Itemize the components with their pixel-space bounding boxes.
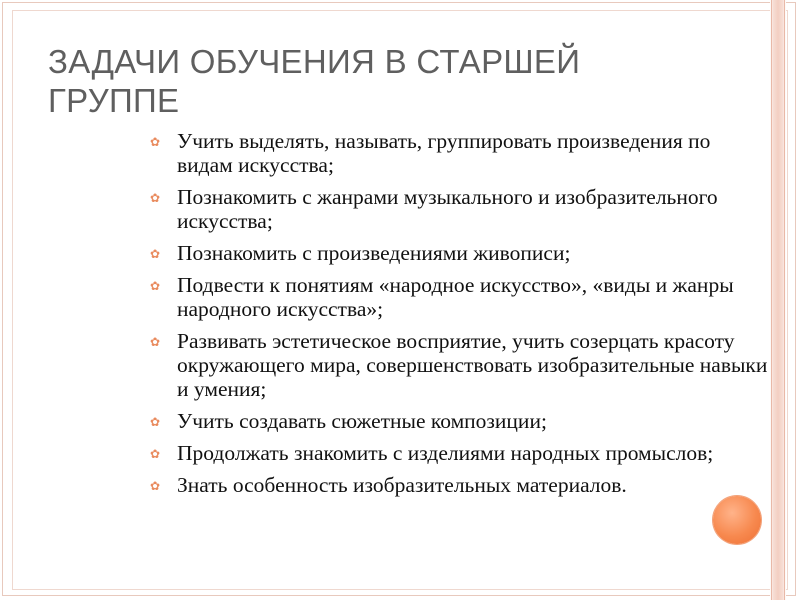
list-item-text: Познакомить с произведениями живописи; (177, 241, 571, 265)
list-item (150, 241, 770, 265)
list-item-text: Учить создавать сюжетные композиции; (177, 409, 547, 433)
list-item-text: Знать особенность изобразительных материалов. (177, 473, 627, 497)
flower-bullet-icon: ✿ (150, 415, 161, 429)
list-item (150, 273, 770, 321)
decorative-side-band (770, 0, 786, 600)
band-line-left (771, 0, 772, 600)
flower-bullet-icon: ✿ (150, 447, 161, 461)
list-item (150, 473, 770, 497)
list-item-text: Учить выделять, называть, группировать произведения по видам искусства; (177, 129, 711, 177)
band-line-right (784, 0, 785, 600)
flower-bullet-icon: ✿ (150, 247, 161, 261)
list-item-text: Продолжать знакомить с изделиями народных промыслов; (177, 441, 714, 465)
list-item (150, 129, 770, 177)
flower-bullet-icon: ✿ (150, 135, 161, 149)
flower-bullet-icon: ✿ (150, 279, 161, 293)
list-item-text: Подвести к понятиям «народное искусство», «виды и жанры народного искусства»; (177, 273, 734, 321)
list-item (150, 409, 770, 433)
list-item-text: Познакомить с жанрами музыкального и изобразительного искусства; (177, 185, 718, 233)
flower-bullet-icon: ✿ (150, 335, 161, 349)
list-item (150, 329, 770, 401)
bullet-list (150, 129, 770, 505)
list-item (150, 185, 770, 233)
slide-title: ЗАДАЧИ ОБУЧЕНИЯ В СТАРШЕЙ ГРУППЕ (48, 43, 581, 119)
list-item-text: Развивать эстетическое восприятие, учить созерцать красоту окружающего мира, совершенствовать изобразительные навыки и умения; (177, 329, 768, 401)
list-item (150, 441, 770, 465)
flower-bullet-icon: ✿ (150, 479, 161, 493)
flower-bullet-icon: ✿ (150, 191, 161, 205)
